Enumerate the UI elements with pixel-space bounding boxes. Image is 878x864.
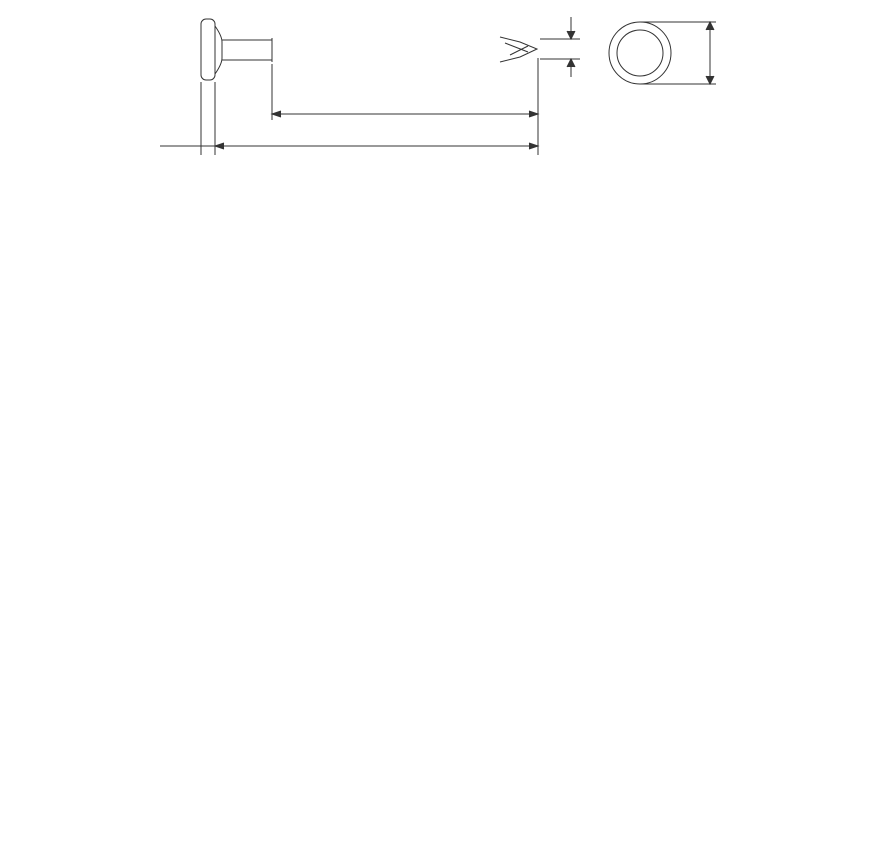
dimension-lg [272,58,538,155]
screw-head-top-view [609,22,671,84]
screw-shank [222,38,272,62]
dimension-l [215,82,538,155]
dimension-k [160,82,215,155]
screw-head-side [201,19,222,80]
dimension-d [540,17,580,77]
screw-dimension-drawing [0,0,878,180]
screw-tip [500,37,537,62]
